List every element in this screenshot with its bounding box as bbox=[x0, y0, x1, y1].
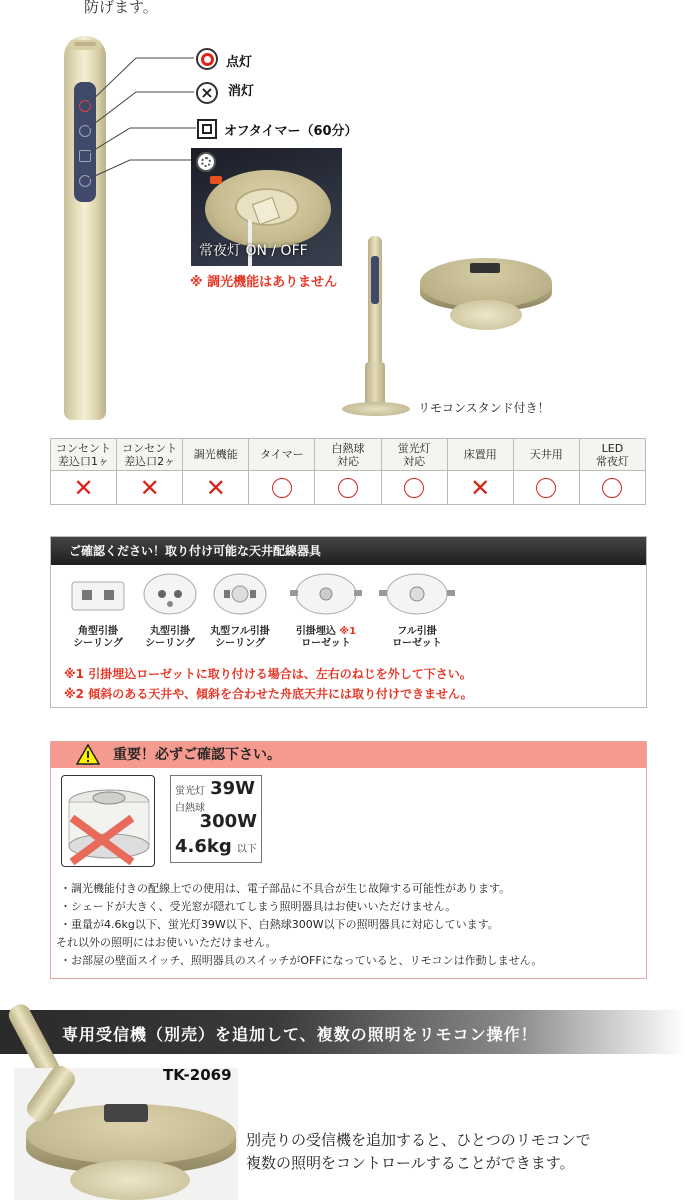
important-bullets bbox=[56, 880, 640, 970]
feature-mark-cell bbox=[183, 471, 249, 505]
feature-header: 天井用 bbox=[513, 439, 579, 471]
warning-icon bbox=[76, 744, 100, 765]
weight-limit: 4.6kg bbox=[175, 836, 232, 857]
feature-mark-cell bbox=[513, 471, 579, 505]
bullet-item: ・シェードが大きく、受光窓が隠れてしまう照明器具はお使いいただけません。 bbox=[60, 900, 457, 913]
fixture-item: 角型引掛 シーリング bbox=[64, 576, 132, 650]
fluorescent-label: 蛍光灯 bbox=[175, 786, 205, 797]
cross-mark-icon: ✕ bbox=[470, 473, 491, 502]
bullet-item: ・重量が4.6kg以下、蛍光灯39W以下、白熱球300W以下の照明器具に対応しています。 bbox=[60, 918, 499, 931]
feature-header: コンセント 差込口2ヶ bbox=[117, 439, 183, 471]
timer-icon bbox=[197, 119, 217, 139]
round-ceiling-fixture-icon bbox=[140, 572, 200, 616]
feature-mark-cell bbox=[117, 471, 183, 505]
fixture-footnote-mark: ※1 bbox=[339, 626, 357, 637]
feature-mark-cell bbox=[579, 471, 645, 505]
fixture-note-2: ※2 傾斜のある天井や、傾斜を合わせた舟底天井には取り付けできません。 bbox=[64, 687, 473, 701]
feature-mark-row bbox=[51, 471, 646, 505]
feature-mark-cell bbox=[315, 471, 381, 505]
night-light-label: 常夜灯 ON / OFF bbox=[199, 243, 308, 259]
feature-header: LED 常夜灯 bbox=[579, 439, 645, 471]
cross-mark-icon: ✕ bbox=[73, 473, 94, 502]
light-on-icon bbox=[196, 48, 218, 70]
leader-lines bbox=[0, 0, 685, 300]
intro-text-fragment: 防げます。 bbox=[84, 0, 158, 16]
feature-mark-cell bbox=[249, 471, 315, 505]
light-off-icon: × bbox=[196, 82, 218, 104]
circle-mark-icon bbox=[272, 478, 292, 498]
stand-included-note: リモコンスタンド付き！ bbox=[418, 401, 550, 415]
feature-mark-cell bbox=[447, 471, 513, 505]
feature-header: コンセント 差込口1ヶ bbox=[51, 439, 117, 471]
bullet-item: それ以外の照明にはお使いいただけません。 bbox=[56, 936, 277, 949]
feature-header: タイマー bbox=[249, 439, 315, 471]
receiver-bottom bbox=[70, 1160, 190, 1200]
weight-suffix: 以下 bbox=[236, 844, 257, 855]
incandescent-limit: 300W bbox=[199, 811, 257, 832]
bullet-item: ・お部屋の壁面スイッチ、照明器具のスイッチがOFFになっていると、リモコンは作動しません。 bbox=[60, 954, 543, 967]
fixture-compat-title: ご確認ください！取り付け可能な天井配線器具 bbox=[51, 537, 646, 565]
receiver-sensor-window bbox=[104, 1104, 148, 1122]
incandescent-label: 白熱球 bbox=[175, 803, 205, 814]
fixture-item: 丸型引掛 シーリング bbox=[136, 572, 204, 650]
bullet-item: ・調光機能付きの配線上での使用は、電子部品に不具合が生じ故障する可能性があります。 bbox=[60, 882, 511, 895]
stand-base bbox=[342, 402, 410, 416]
receiver-description: 別売りの受信機を追加すると、ひとつのリモコンで 複数の照明をコントロールすることができます。 bbox=[246, 1131, 591, 1172]
fixture-note-1: ※1 引掛埋込ローゼットに取り付ける場合は、左右のねじを外して下さい。 bbox=[64, 667, 472, 681]
feature-header: 床置用 bbox=[447, 439, 513, 471]
embedded-rosette-fixture-icon bbox=[288, 572, 364, 616]
feature-header-row bbox=[51, 439, 646, 471]
crossed-fixture-icon bbox=[62, 776, 155, 867]
feature-header: 蛍光灯 対応 bbox=[381, 439, 447, 471]
feature-header: 調光機能 bbox=[183, 439, 249, 471]
receiver-window bbox=[470, 263, 500, 273]
circle-mark-icon bbox=[338, 478, 358, 498]
spec-limit-box bbox=[170, 775, 262, 863]
fixture-item: 丸型フル引掛 シーリング bbox=[206, 572, 274, 650]
cross-mark-icon: ✕ bbox=[139, 473, 160, 502]
fixture-item: フル引掛 ローゼット bbox=[374, 572, 460, 650]
small-remote-panel bbox=[371, 256, 379, 304]
ceiling-adapter-bottom bbox=[450, 300, 522, 330]
feature-table bbox=[50, 438, 646, 505]
fluorescent-limit: 39W bbox=[210, 778, 255, 799]
fixture-item: 引掛埋込 ※1 ローゼット bbox=[284, 572, 368, 650]
no-dimmer-note: ※ 調光機能はありません bbox=[190, 275, 338, 290]
square-ceiling-fixture-icon bbox=[68, 576, 128, 616]
light-on-label: 点灯 bbox=[226, 55, 253, 70]
night-led-indicator bbox=[210, 176, 222, 184]
receiver-banner-text: 専用受信機（別売）を追加して、複数の照明をリモコン操作！ bbox=[62, 1025, 538, 1044]
receiver-model: TK-2069 bbox=[163, 1066, 232, 1084]
feature-header: 白熱球 対応 bbox=[315, 439, 381, 471]
cross-mark-icon: ✕ bbox=[205, 473, 226, 502]
round-full-ceiling-fixture-icon bbox=[210, 572, 270, 616]
important-title: 重要！必ずご確認下さい。 bbox=[51, 742, 646, 768]
feature-mark-cell bbox=[51, 471, 117, 505]
timer-label: オフタイマー（60分） bbox=[224, 124, 358, 139]
light-off-label: 消灯 bbox=[228, 84, 255, 99]
full-rosette-fixture-icon bbox=[377, 572, 457, 616]
circle-mark-icon bbox=[536, 478, 556, 498]
night-light-icon bbox=[196, 152, 216, 172]
circle-mark-icon bbox=[404, 478, 424, 498]
feature-mark-cell bbox=[381, 471, 447, 505]
circle-mark-icon bbox=[602, 478, 622, 498]
heavy-fixture-warning-image bbox=[61, 775, 155, 867]
